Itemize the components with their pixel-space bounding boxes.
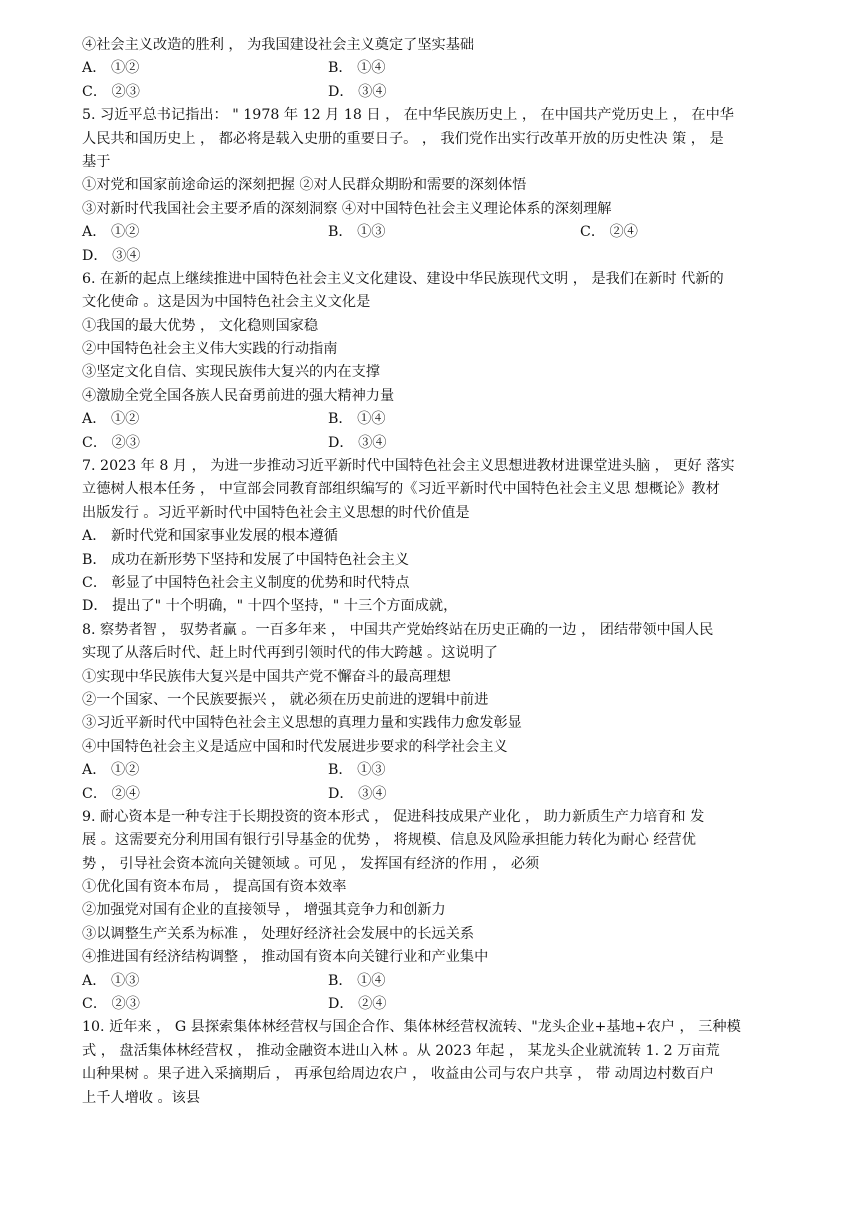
text-line: 立德树人根本任务 ， 中宣部会同教育部组织编写的《习近平新时代中国特色社会主义思 想概论》教材 bbox=[82, 481, 720, 498]
answer-options-row bbox=[82, 57, 782, 80]
answer-option: B． ①④ bbox=[328, 972, 386, 989]
text-line: 9. 耐心资本是一种专注于长期投资的资本形式 ， 促进科技成果产业化 ， 助力新质生产力培育和 发 bbox=[82, 808, 705, 825]
answer-option: B． ①③ bbox=[328, 762, 386, 779]
text-line: ①对党和国家前途命运的深刻把握 ②对人民群众期盼和需要的深刻体悟 bbox=[82, 177, 527, 194]
text-line: C． 彰显了中国特色社会主义制度的优势和时代特点 bbox=[82, 574, 410, 591]
text-line: B． 成功在新形势下坚持和发展了中国特色社会主义 bbox=[82, 551, 410, 568]
text-line: ①实现中华民族伟大复兴是中国共产党不懈奋斗的最高理想 bbox=[82, 668, 451, 685]
answer-options-row bbox=[82, 970, 782, 993]
text-line: ③坚定文化自信、实现民族伟大复兴的内在支撑 bbox=[82, 364, 380, 381]
text-line: ②中国特色社会主义伟大实践的行动指南 bbox=[82, 341, 338, 358]
text-line: D． 提出了" 十个明确，" 十四个坚持，" 十三个方面成就， bbox=[82, 598, 458, 615]
answer-option: C． ②③ bbox=[82, 996, 140, 1013]
text-line: 6. 在新的起点上继续推进中国特色社会主义文化建设、建设中华民族现代文明 ， 是我们在新时 代新的 bbox=[82, 270, 724, 287]
text-line: 实现了从落后时代、赶上时代再到引领时代的伟大跨越 。这说明了 bbox=[82, 645, 498, 662]
answer-option: A． ①③ bbox=[82, 972, 140, 989]
text-line: 文化使命 。这是因为中国特色社会主义文化是 bbox=[82, 294, 371, 311]
answer-option: D． ③④ bbox=[328, 434, 387, 451]
text-line: ④社会主义改造的胜利 ， 为我国建设社会主义奠定了坚实基础 bbox=[82, 37, 475, 53]
text-line: D． ③④ bbox=[82, 247, 141, 264]
text-line: 8. 察势者智 ， 驭势者赢 。一百多年来 ， 中国共产党始终站在历史正确的一边 ， 团结带领中国人民 bbox=[82, 621, 714, 638]
answer-option: C． ②③ bbox=[82, 83, 140, 100]
answer-options-row bbox=[82, 432, 782, 455]
text-line: ④中国特色社会主义是适应中国和时代发展进步要求的科学社会主义 bbox=[82, 738, 508, 755]
text-line: 人民共和国历史上 ， 都必将是载入史册的重要日子。 ， 我们党作出实行改革开放的历史性决 策 ， 是 bbox=[82, 130, 724, 147]
text-line: ④激励全党全国各族人民奋勇前进的强大精神力量 bbox=[82, 387, 395, 404]
text-line: 式 ， 盘活集体林经营权 ， 推动金融资本进山入林 。从 2023 年起 ， 某龙头企业就流转 1. 2 万亩荒 bbox=[82, 1042, 720, 1059]
text-line: ③对新时代我国社会主要矛盾的深刻洞察 ④对中国特色社会主义理论体系的深刻理解 bbox=[82, 200, 612, 217]
answer-option: A． ①② bbox=[82, 762, 140, 779]
answer-option: B． ①③ bbox=[328, 224, 386, 241]
answer-option: D． ③④ bbox=[328, 785, 387, 802]
answer-option: C． ②④ bbox=[82, 785, 140, 802]
answer-options-row bbox=[82, 783, 782, 806]
text-line: ④推进国有经济结构调整 ， 推动国有资本向关键行业和产业集中 bbox=[82, 949, 489, 966]
text-line: ①我国的最大优势 ， 文化稳则国家稳 bbox=[82, 317, 319, 334]
text-line: A． 新时代党和国家事业发展的根本遵循 bbox=[82, 528, 338, 545]
answer-options-row bbox=[82, 759, 782, 782]
answer-options-row bbox=[82, 408, 782, 431]
answer-options-row bbox=[82, 81, 782, 104]
answer-option: C． ②④ bbox=[580, 224, 638, 241]
text-line: 上千人增收 。该县 bbox=[82, 1089, 201, 1106]
text-line: 展 。这需要充分利用国有银行引导基金的优势 ， 将规模、信息及风险承担能力转化为耐心 经营优 bbox=[82, 832, 696, 849]
text-line: ③以调整生产关系为标准 ， 处理好经济社会发展中的长远关系 bbox=[82, 925, 475, 942]
text-line: ③习近平新时代中国特色社会主义思想的真理力量和实践伟力愈发彰显 bbox=[82, 715, 522, 732]
text-line: 基于 bbox=[82, 153, 111, 170]
document-page bbox=[82, 34, 782, 1110]
text-line: ②加强党对国有企业的直接领导 ， 增强其竞争力和创新力 bbox=[82, 902, 446, 919]
answer-option: D． ③④ bbox=[328, 83, 387, 100]
answer-option: C． ②③ bbox=[82, 434, 140, 451]
text-line: 山种果树 。果子进入采摘期后 ， 再承包给周边农户 ， 收益由公司与农户共享 ， 带 动周边村数百户 bbox=[82, 1066, 714, 1083]
text-line: 10. 近年来 ， G 县探索集体林经营权与国企合作、集体林经营权流转、"龙头企业+基地+农户 ， 三种模 bbox=[82, 1019, 741, 1036]
text-line: ②一个国家、一个民族要振兴 ， 就必须在历史前进的逻辑中前进 bbox=[82, 691, 489, 708]
answer-option: B． ①④ bbox=[328, 60, 386, 77]
answer-option: A． ①② bbox=[82, 224, 140, 241]
answer-option: A． ①② bbox=[82, 411, 140, 428]
text-line: 7. 2023 年 8 月 ， 为进一步推动习近平新时代中国特色社会主义思想进教材进课堂进头脑 ， 更好 落实 bbox=[82, 458, 735, 475]
text-line: ①优化国有资本布局 ， 提高国有资本效率 bbox=[82, 879, 347, 896]
answer-option: A． ①② bbox=[82, 60, 140, 77]
answer-options-row bbox=[82, 993, 782, 1016]
text-line: 5. 习近平总书记指出： " 1978 年 12 月 18 日 ， 在中华民族历史上 ， 在中国共产党历史上 ， 在中华 bbox=[82, 107, 734, 124]
answer-option: B． ①④ bbox=[328, 411, 386, 428]
answer-options-row bbox=[82, 221, 782, 244]
text-line: 势 ， 引导社会资本流向关键领域 。可见 ， 发挥国有经济的作用 ， 必须 bbox=[82, 855, 540, 872]
answer-option: D． ②④ bbox=[328, 996, 387, 1013]
text-line: 出版发行 。习近平新时代中国特色社会主义思想的时代价值是 bbox=[82, 504, 470, 521]
